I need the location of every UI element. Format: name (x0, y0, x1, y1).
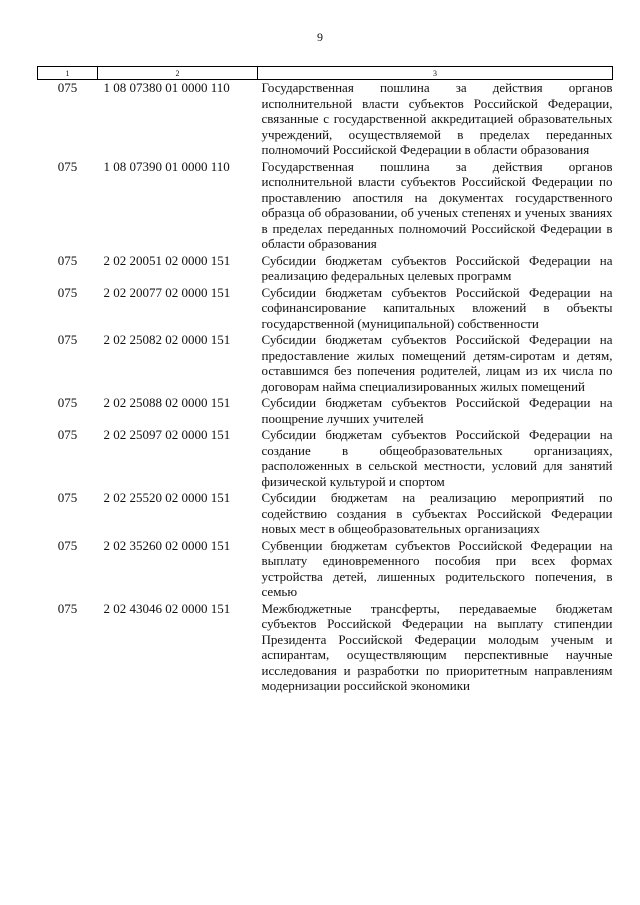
budget-classification-code: 2 02 43046 02 0000 151 (103, 600, 231, 616)
admin-code: 075 (57, 332, 78, 347)
table-row (38, 159, 613, 253)
budget-classification-code: 2 02 25088 02 0000 151 (103, 395, 231, 410)
table-row (38, 538, 613, 601)
table-header (38, 67, 613, 80)
admin-code: 075 (57, 427, 78, 442)
budget-classification-code: 2 02 35260 02 0000 151 (103, 537, 231, 553)
budget-classification-code: 1 08 07380 01 0000 110 (103, 80, 230, 95)
revenue-description: Субсидии бюджетам субъектов Российской Федерации на предоставление жилых помещений детям-сиротам и детям, оставшимся без попечения родителей, лицам из их числа по договорам найма специализированных жилых помещений (261, 332, 613, 394)
table-row (38, 427, 613, 490)
budget-classification-code: 2 02 25097 02 0000 151 (103, 427, 231, 442)
table-row (38, 285, 613, 333)
revenue-description: Субсидии бюджетам субъектов Российской Федерации на реализацию федеральных целевых программ (261, 252, 613, 283)
revenue-description: Субсидии бюджетам субъектов Российской Федерации на поощрение лучших учителей (261, 395, 613, 426)
table-body (38, 80, 613, 695)
admin-code: 075 (57, 395, 78, 410)
revenue-description: Государственная пошлина за действия органов исполнительной власти субъектов Российской Федерации, связанные с государственной аккредитацией образовательных учреждений, осуществляемой в пределах переданных полномочий Российской Федерации в области образования (261, 80, 613, 157)
header-col-1: 1 (38, 67, 98, 80)
revenue-description: Субвенции бюджетам субъектов Российской Федерации на выплату единовременного пособия при всех формах устройства детей, лишенных родительского попечения, в семью (261, 537, 613, 599)
budget-classification-code: 2 02 25082 02 0000 151 (103, 332, 231, 347)
admin-code: 075 (57, 80, 78, 95)
revenue-description: Государственная пошлина за действия органов исполнительной власти субъектов Российской Федерации по проставлению апостиля на документах государственного образца об образовании, об ученых степенях и ученых званиях в пределах переданных полномочий Российской Федерации в области образования (261, 158, 613, 251)
table-row (38, 490, 613, 538)
header-col-3: 3 (258, 67, 613, 80)
table-row (38, 253, 613, 285)
budget-classification-code: 2 02 20077 02 0000 151 (103, 284, 231, 300)
revenue-description: Межбюджетные трансферты, передаваемые бюджетам субъектов Российской Федерации на выплату стипендии Президента Российской Федерации молодым ученым и аспирантам, осуществляющим перспективные научные исследования и разработки по приоритетным направлениям модернизации российской экономики (261, 600, 613, 693)
admin-code: 075 (57, 158, 78, 174)
admin-code: 075 (57, 252, 78, 268)
table-row (38, 332, 613, 395)
revenue-description: Субсидии бюджетам субъектов Российской Федерации на софинансирование капитальных вложений в объекты государственной (муниципальной) собственности (261, 284, 613, 331)
table-row (38, 395, 613, 427)
budget-classification-code: 2 02 20051 02 0000 151 (103, 252, 231, 268)
header-row (38, 67, 613, 80)
table-row (38, 80, 613, 159)
admin-code: 075 (57, 490, 78, 505)
admin-code: 075 (57, 600, 78, 616)
header-col-2: 2 (98, 67, 258, 80)
revenue-description: Субсидии бюджетам на реализацию мероприятий по содействию создания в субъектах Российской Федерации новых мест в общеобразовательных организациях (261, 490, 613, 536)
admin-code: 075 (57, 284, 78, 300)
revenue-codes-table (37, 66, 613, 695)
budget-classification-code: 2 02 25520 02 0000 151 (103, 490, 231, 505)
budget-classification-code: 1 08 07390 01 0000 110 (103, 158, 230, 174)
page-number: 9 (317, 30, 323, 44)
table-row (38, 601, 613, 695)
revenue-description: Субсидии бюджетам субъектов Российской Федерации на создание в общеобразовательных организациях, расположенных в сельской местности, условий для занятий физической культурой и спортом (261, 427, 613, 489)
admin-code: 075 (57, 537, 78, 553)
